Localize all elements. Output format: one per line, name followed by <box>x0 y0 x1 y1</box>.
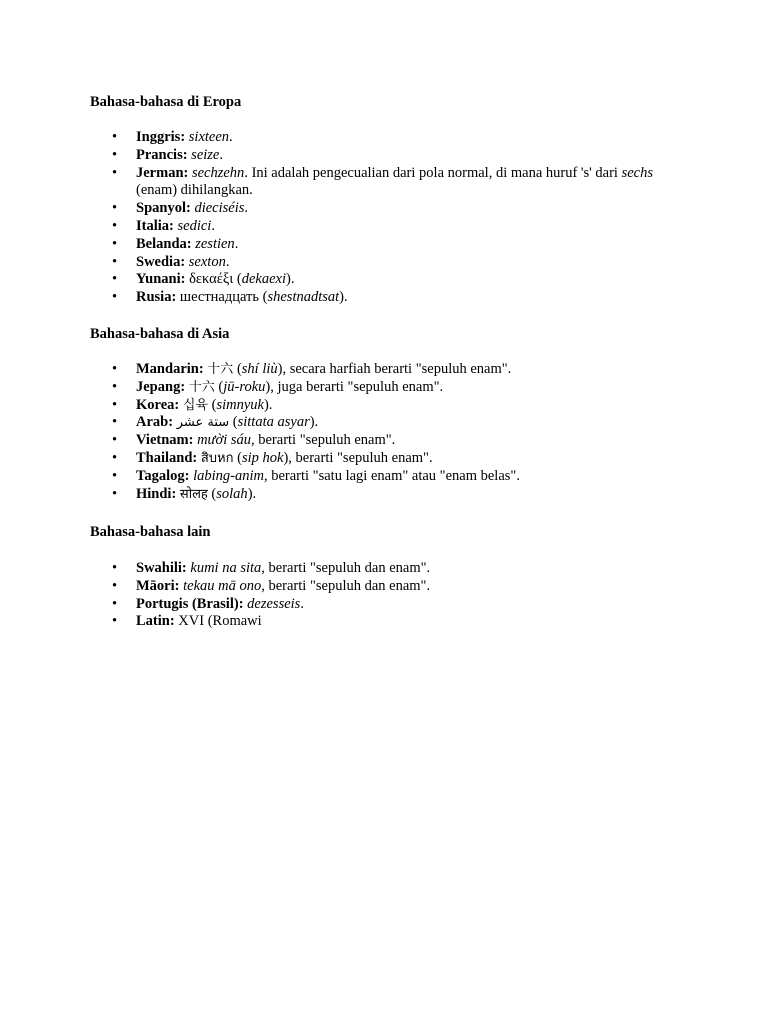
item-open-paren: ( <box>214 378 224 395</box>
item-tail: . <box>300 595 304 612</box>
item-label: Māori: <box>136 577 180 594</box>
item-native-script: सोलह <box>179 486 208 502</box>
item-tail: . <box>211 217 215 234</box>
item-native-script: δεκαέξι <box>189 271 234 288</box>
item-label: Spanyol: <box>136 200 191 217</box>
item-tail: , berarti "sepuluh enam". <box>251 432 396 449</box>
item-plain-text: XVI (Romawi <box>178 613 262 630</box>
item-label: Belanda: <box>136 235 192 252</box>
item-transliteration: sip hok <box>241 449 284 466</box>
list-item-maori <box>90 578 690 596</box>
list-item-korea <box>90 397 690 415</box>
item-tail: . <box>219 146 223 163</box>
item-word: sedici <box>177 217 212 234</box>
item-tail: . Ini adalah pengecualian dari pola normal, di mana huruf 's' dari <box>244 164 622 181</box>
item-word: dieciséis <box>194 200 245 217</box>
item-open-paren: ( <box>207 396 217 413</box>
item-open-paren: ( <box>259 289 268 306</box>
item-open-paren: ( <box>233 449 242 466</box>
section-heading-other: Bahasa-bahasa lain <box>90 524 211 540</box>
item-transliteration: sittata asyar <box>237 414 310 431</box>
item-tail: . <box>234 235 239 252</box>
item-close: ). <box>309 414 319 431</box>
list-item-rusia <box>90 289 690 307</box>
item-tail: . <box>229 129 233 145</box>
item-tail: , berarti "satu lagi enam" atau "enam belas". <box>263 467 520 484</box>
item-native-script: สิบหก <box>200 450 234 466</box>
europe-language-list <box>90 129 690 307</box>
item-word: sexton <box>188 253 226 270</box>
item-word-secondary: sechs <box>621 164 653 181</box>
item-close: ). <box>339 289 348 306</box>
item-label: Mandarin: <box>136 361 204 377</box>
item-label: Inggris: <box>136 129 186 145</box>
item-open-paren: ( <box>233 271 242 288</box>
list-item-belanda <box>90 236 690 254</box>
item-word: sechzehn <box>191 164 245 181</box>
item-label: Rusia: <box>136 289 177 306</box>
item-label: Thailand: <box>136 449 198 466</box>
item-word: tekau mā ono <box>183 577 262 594</box>
list-item-tagalog <box>90 468 690 486</box>
item-word: sixteen <box>188 129 230 145</box>
list-item-vietnam <box>90 432 690 450</box>
item-close: ). <box>263 396 273 413</box>
item-transliteration: simnyuk <box>216 396 264 413</box>
list-item-thailand <box>90 450 690 468</box>
item-label: Hindi: <box>136 485 177 502</box>
item-label: Vietnam: <box>136 432 194 449</box>
item-transliteration: dekaexi <box>241 271 286 288</box>
list-item-yunani <box>90 271 690 289</box>
item-close: ), berarti "sepuluh enam". <box>283 449 433 466</box>
item-transliteration: shí liù <box>241 361 278 377</box>
item-label: Korea: <box>136 396 180 413</box>
section-heading-europe: Bahasa-bahasa di Eropa <box>90 94 242 110</box>
item-label: Tagalog: <box>136 467 190 484</box>
list-item-arab <box>90 414 690 432</box>
item-open-paren: ( <box>229 414 238 431</box>
item-transliteration: shestnadtsat <box>267 289 340 306</box>
item-word: seize <box>191 146 220 163</box>
item-word: labing-anim <box>193 467 264 484</box>
item-close: ). <box>247 485 257 502</box>
item-native-script: 十六 <box>207 362 234 377</box>
item-tail: , berarti "sepuluh dan enam". <box>261 560 431 576</box>
list-item-swedia <box>90 254 690 272</box>
list-item-prancis <box>90 147 690 165</box>
item-open-paren: ( <box>233 361 242 377</box>
list-item-swahili <box>90 560 690 578</box>
item-transliteration: jū-roku <box>223 378 266 395</box>
list-item-mandarin <box>90 361 690 379</box>
item-label: Swedia: <box>136 253 186 270</box>
item-close: ), secara harfiah berarti "sepuluh enam". <box>277 361 512 377</box>
list-item-jepang <box>90 379 690 397</box>
list-item-inggris <box>90 129 690 147</box>
item-native-script: 십육 <box>182 397 208 413</box>
item-tail: , berarti "sepuluh dan enam". <box>261 577 431 594</box>
item-label: Jerman: <box>136 164 189 181</box>
item-label: Yunani: <box>136 271 186 288</box>
item-label: Jepang: <box>136 378 186 395</box>
other-language-list <box>90 560 690 631</box>
list-item-jerman <box>90 165 690 201</box>
item-label: Prancis: <box>136 146 188 163</box>
item-label: Portugis (Brasil): <box>136 595 244 612</box>
item-label: Swahili: <box>136 560 187 576</box>
item-close: ), juga berarti "sepuluh enam". <box>265 378 444 395</box>
section-heading-asia: Bahasa-bahasa di Asia <box>90 326 230 342</box>
item-word: mười sáu <box>197 432 251 449</box>
asia-language-list <box>90 361 690 503</box>
item-open-paren: ( <box>207 485 217 502</box>
list-item-italia <box>90 218 690 236</box>
item-transliteration: solah <box>216 485 248 502</box>
item-word: zestien <box>195 235 235 252</box>
item-label: Arab: <box>136 414 174 431</box>
item-tail: . <box>244 200 248 217</box>
item-native-script: шестнадцать <box>179 289 259 306</box>
item-word: dezesseis <box>247 595 301 612</box>
item-word: kumi na sita <box>190 560 262 576</box>
list-item-hindi <box>90 486 690 504</box>
item-tail: . <box>225 253 230 270</box>
item-label: Italia: <box>136 217 174 234</box>
list-item-latin <box>90 613 690 631</box>
list-item-spanyol <box>90 200 690 218</box>
item-tail-secondary: (enam) dihilangkan. <box>136 182 253 199</box>
item-native-script: ستة عشر <box>176 415 230 431</box>
list-item-portugis <box>90 596 690 614</box>
item-native-script: 十六 <box>188 379 215 395</box>
item-close: ). <box>285 271 295 288</box>
item-label: Latin: <box>136 613 175 630</box>
